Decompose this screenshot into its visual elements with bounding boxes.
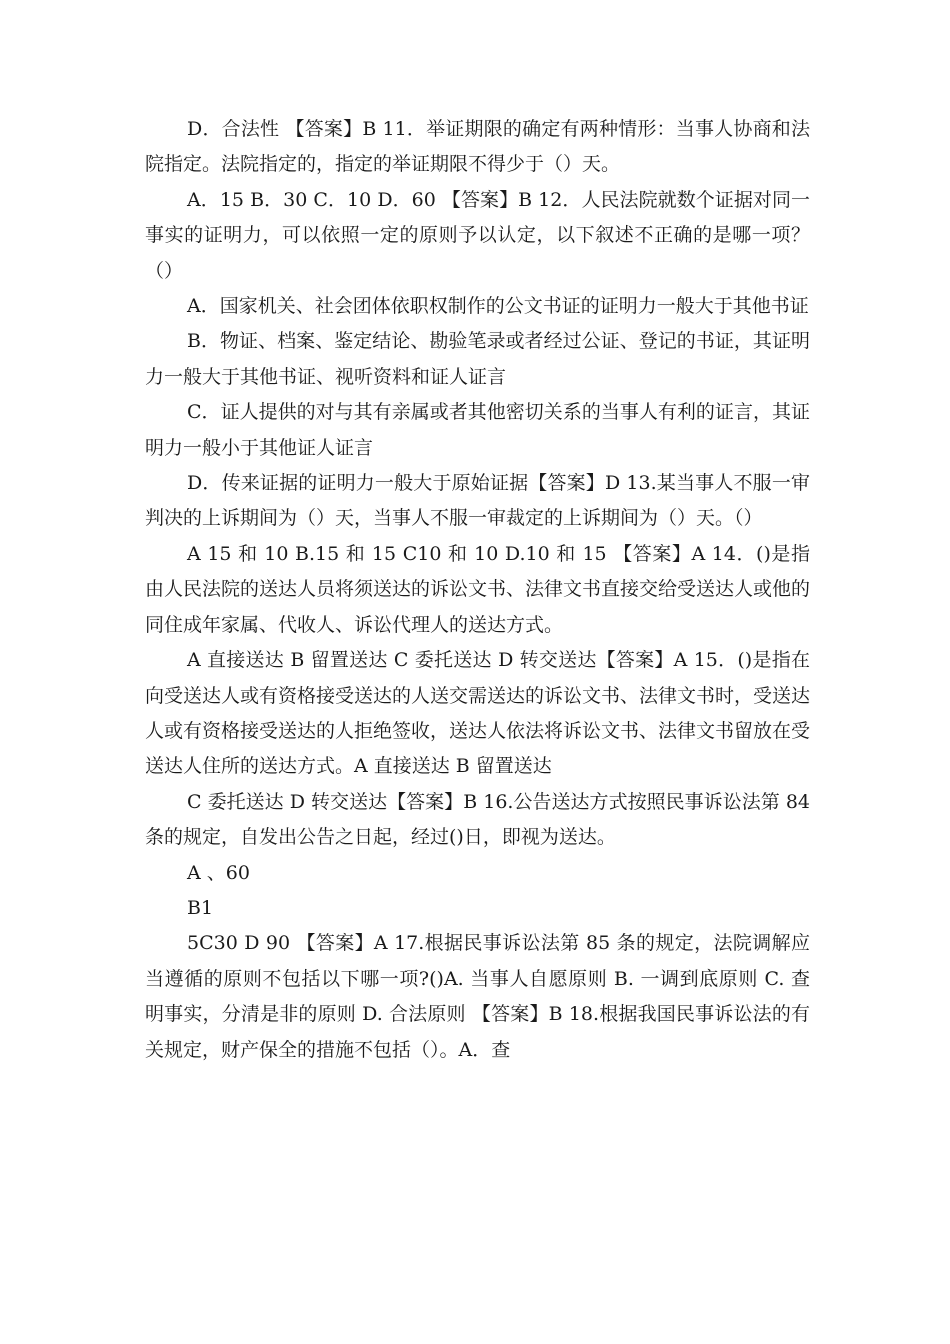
paragraph: A．国家机关、社会团体依职权制作的公文书证的证明力一般大于其他书证	[187, 295, 809, 318]
paragraph: C 委托送达 D 转交送达【答案】B 16.公告送达方式按照民事诉讼法第 84 条的规定，自发出公告之日起，经过()日，即视为送达。	[145, 790, 810, 849]
paragraph: B．物证、档案、鉴定结论、勘验笔录或者经过公证、登记的书证，其证明力一般大于其他书证、视听资料和证人证言	[145, 330, 810, 388]
paragraph: C．证人提供的对与其有亲属或者其他密切关系的当事人有利的证言，其证明力一般小于其他证人证言	[145, 401, 810, 459]
paragraph: A．15 B．30 C．10 D．60 【答案】B 12．人民法院就数个证据对同一事实的证明力，可以依照一定的原则予以认定，以下叙述不正确的是哪一项？（）	[145, 188, 810, 282]
paragraph: D．合法性 【答案】B 11．举证期限的确定有两种情形：当事人协商和法院指定。法院指定的，指定的举证期限不得少于（）天。	[145, 118, 810, 176]
paragraph: 5C30 D 90 【答案】A 17.根据民事诉讼法第 85 条的规定，法院调解应当遵循的原则不包括以下哪一项?()A. 当事人自愿原则 B. 一调到底原则 C. 查明事实，分清是非的原则 D. 合法原则 【答案】B 18.根据我国民事诉讼法的有关规定，财产保全的措施不包括（）。A．查	[145, 932, 810, 1061]
paragraph: A 直接送达 B 留置送达 C 委托送达 D 转交送达【答案】A 15．()是指在向受送达人或有资格接受送达的人送交需送达的诉讼文书、法律文书时，受送达人或有资格接受送达的人拒绝签收，送达人依法将诉讼文书、法律文书留放在受送达人住所的送达方式。A 直接送达 B 留置送达	[145, 649, 811, 778]
paragraph: A 15 和 10 B.15 和 15 C10 和 10 D.10 和 15 【答案】A 14．()是指由人民法院的送达人员将须送达的诉讼文书、法律文书直接交给受送达人或他的同住成年家属、代收人、诉讼代理人的送达方式。	[145, 542, 811, 636]
document-page	[145, 112, 810, 1068]
paragraph: A 、60	[187, 861, 250, 884]
paragraph: D．传来证据的证明力一般大于原始证据【答案】D 13.某当事人不服一审判决的上诉期间为（）天，当事人不服一审裁定的上诉期间为（）天。（）	[145, 472, 810, 530]
paragraph: B1	[187, 896, 214, 919]
